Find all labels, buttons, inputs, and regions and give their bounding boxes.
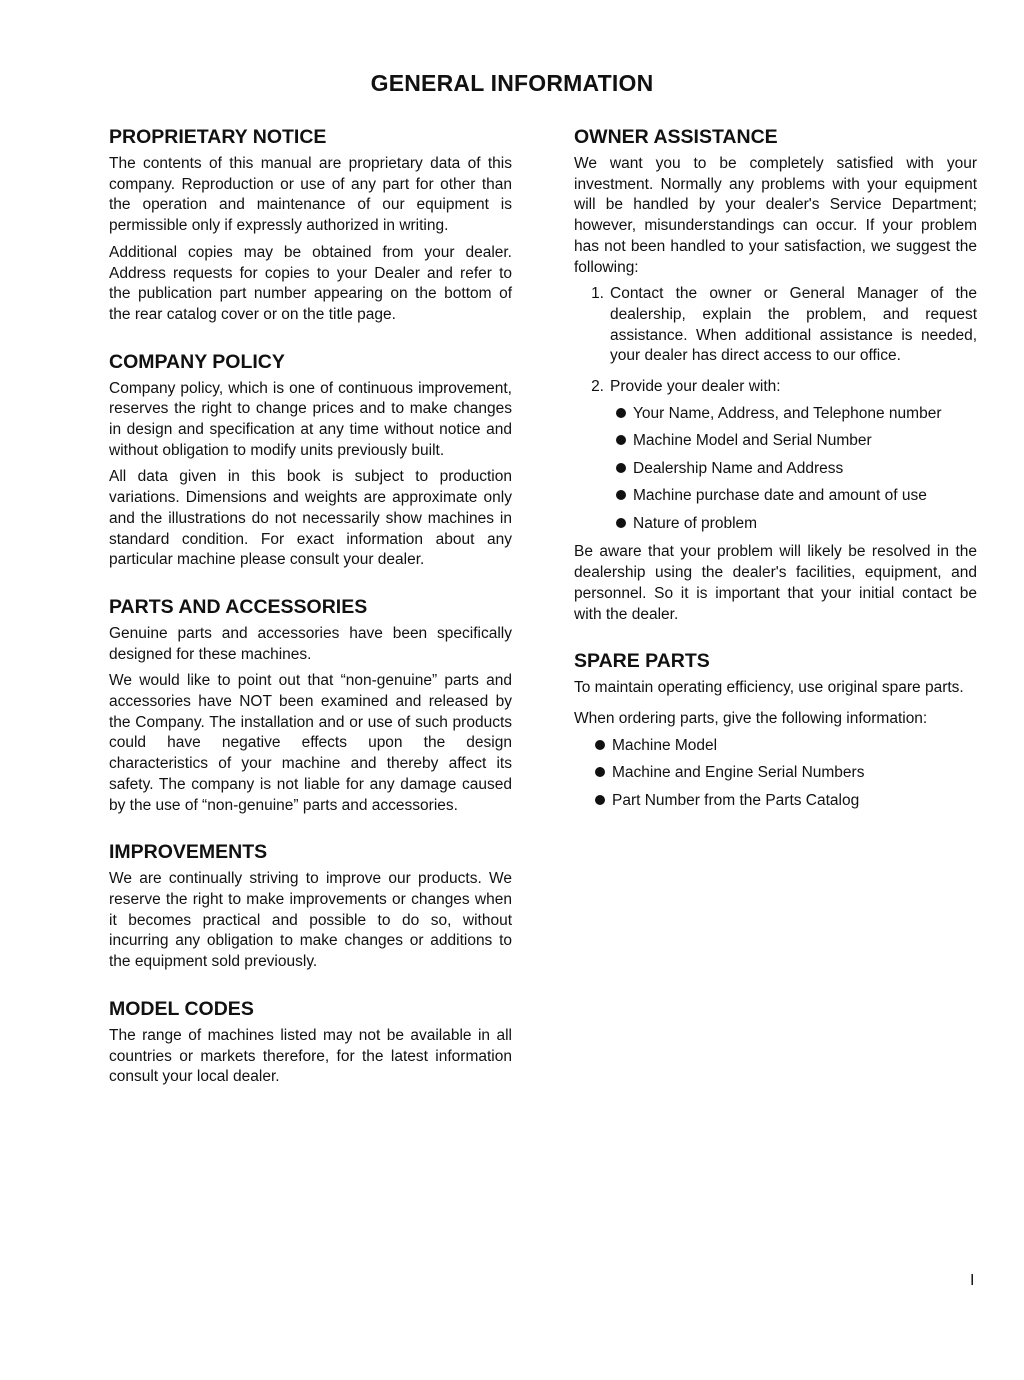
bullet-icon — [616, 518, 626, 528]
list-item — [616, 514, 977, 535]
list-item-text: Machine purchase date and amount of use — [633, 487, 927, 505]
list-item-text: Part Number from the Parts Catalog — [612, 791, 860, 809]
list-item-text: Machine Model and Serial Number — [633, 432, 872, 450]
section-heading: IMPROVEMENTS — [109, 841, 268, 864]
paragraph: The range of machines listed may not be available in all countries or markets therefore, for the latest information consult your local dealer. — [109, 1026, 512, 1086]
section-heading: SPARE PARTS — [574, 650, 710, 673]
section-heading: PARTS AND ACCESSORIES — [109, 595, 368, 618]
bullet-icon — [595, 795, 605, 805]
list-item-text: Dealership Name and Address — [633, 459, 844, 477]
list-item — [595, 736, 977, 757]
bullet-icon — [595, 740, 605, 750]
list-item — [616, 486, 977, 507]
paragraph: We would like to point out that “non-genuine” parts and accessories have NOT been examined and released by the Company. The installation and or use of such products could have negative effects upon the design characteristics of your machine and thereby affect its safety. The company is not liable for any damage caused by the use of “non-genuine” parts and accessories. — [109, 672, 512, 814]
paragraph: We want you to be completely satisfied with your investment. Normally any problems with your equipment will be handled by your dealer's Service Department; however, misunderstandings can occur. If your problem has not been handled to your satisfaction, we suggest the following: — [574, 155, 977, 276]
list-item — [574, 284, 977, 367]
parts-and-accessories-section — [109, 595, 512, 816]
section-heading: MODEL CODES — [109, 997, 254, 1020]
page-number: I — [970, 1272, 975, 1289]
proprietary-notice-section — [109, 125, 512, 326]
bullet-icon — [616, 408, 626, 418]
step-number: 2. — [591, 378, 604, 396]
list-item-text: Nature of problem — [633, 514, 758, 532]
paragraph: All data given in this book is subject to production variations. Dimensions and weights are approximate only and the illustrations do not necessarily show machines in standard condition. For exact information about any particular machine please consult your dealer. — [109, 468, 512, 569]
bullet-icon — [595, 767, 605, 777]
bullet-icon — [616, 435, 626, 445]
spare-parts-section — [574, 649, 977, 811]
list-item-text: Your Name, Address, and Telephone number — [633, 404, 942, 422]
order-info-list — [595, 736, 977, 812]
section-heading: COMPANY POLICY — [109, 350, 285, 373]
step-text: Contact the owner or General Manager of the dealership, explain the problem, and request assistance. When additional assistance is needed, your dealer has direct access to our office. — [610, 285, 977, 365]
list-item — [595, 763, 977, 784]
list-item — [616, 459, 977, 480]
section-heading: OWNER ASSISTANCE — [574, 126, 778, 148]
left-column — [109, 125, 512, 1112]
paragraph: Company policy, which is one of continuous improvement, reserves the right to change prices and to make changes in design and specification at any time without notice and without obligation to modify units previously built. — [109, 379, 512, 459]
section-heading: PROPRIETARY NOTICE — [109, 126, 327, 148]
paragraph: When ordering parts, give the following information: — [574, 709, 928, 727]
improvements-section — [109, 840, 512, 973]
list-item-text: Machine and Engine Serial Numbers — [612, 764, 865, 782]
model-codes-section — [109, 997, 512, 1088]
paragraph: Additional copies may be obtained from your dealer. Address requests for copies to your Dealer and refer to the publication part number appearing on the bottom of the rear catalog cover or on the title page. — [109, 243, 512, 323]
provide-items-list — [616, 404, 977, 535]
paragraph: We are continually striving to improve our products. We reserve the right to make improvements or changes when it becomes practical and possible to do so, without incurring any obligation to make changes or additions to the equipment sold previously. — [109, 870, 512, 971]
assistance-steps — [574, 284, 977, 398]
bullet-icon — [616, 490, 626, 500]
paragraph: The contents of this manual are proprietary data of this company. Reproduction or use of any part for other than the operation and maintenance of our equipment is permissible only if expressly authorized in writing. — [109, 155, 512, 235]
paragraph: Be aware that your problem will likely be resolved in the dealership using the dealer's facilities, equipment, and personnel. So it is important that your initial contact be with the dealer. — [574, 543, 977, 623]
list-item-text: Machine Model — [612, 736, 718, 754]
right-column — [574, 125, 977, 835]
page-title: GENERAL INFORMATION — [370, 70, 654, 96]
owner-assistance-section — [574, 125, 977, 625]
company-policy-section — [109, 350, 512, 571]
list-item — [574, 377, 977, 398]
list-item — [616, 404, 977, 425]
paragraph: To maintain operating efficiency, use original spare parts. — [574, 679, 964, 697]
list-item — [616, 431, 977, 452]
list-item — [595, 791, 977, 812]
step-number: 1. — [591, 285, 604, 303]
step-text: Provide your dealer with: — [610, 378, 781, 396]
bullet-icon — [616, 463, 626, 473]
paragraph: Genuine parts and accessories have been specifically designed for these machines. — [109, 624, 512, 663]
